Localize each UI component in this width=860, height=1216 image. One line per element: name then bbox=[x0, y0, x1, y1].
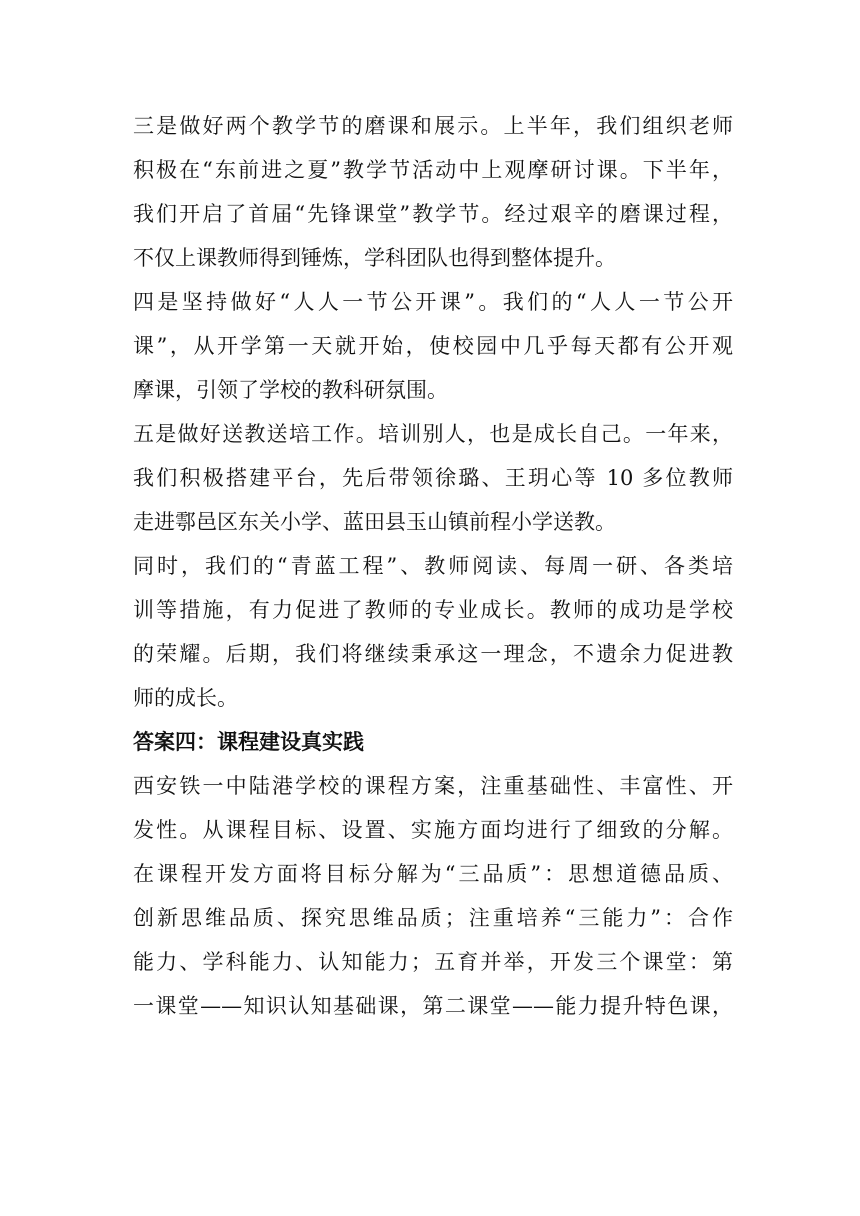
text-line: 我们开启了首届“先锋课堂”教学节。经过艰辛的磨课过程， bbox=[133, 202, 733, 226]
text-line: 训等措施，有力促进了教师的专业成长。教师的成功是学校 bbox=[133, 598, 733, 622]
paragraph-curriculum bbox=[133, 764, 733, 1028]
paragraph-teacher-growth bbox=[133, 544, 733, 720]
paragraph-open-class bbox=[133, 280, 733, 412]
text-line: 不仅上课教师得到锤炼，学科团队也得到整体提升。 bbox=[133, 246, 616, 270]
paragraph-outreach-teaching bbox=[133, 412, 733, 544]
text-line: 能力、学科能力、认知能力；五育并举，开发三个课堂：第 bbox=[133, 950, 733, 974]
text-line: 课”，从开学第一天就开始，使校园中几乎每天都有公开观 bbox=[133, 334, 733, 358]
text-line: 五是做好送教送培工作。培训别人，也是成长自己。一年来， bbox=[133, 422, 733, 446]
text-line: 师的成长。 bbox=[133, 686, 238, 710]
text-line: 发性。从课程目标、设置、实施方面均进行了细致的分解。 bbox=[133, 818, 733, 842]
text-line: 走进鄠邑区东关小学、蓝田县玉山镇前程小学送教。 bbox=[133, 510, 616, 534]
text-line: 三是做好两个教学节的磨课和展示。上半年，我们组织老师 bbox=[133, 114, 733, 138]
text-line: 一课堂——知识认知基础课，第二课堂——能力提升特色课， bbox=[133, 994, 733, 1018]
text-line: 积极在“东前进之夏”教学节活动中上观摩研讨课。下半年， bbox=[133, 158, 733, 182]
text-line: 西安铁一中陆港学校的课程方案，注重基础性、丰富性、开 bbox=[133, 774, 733, 798]
text-line: 摩课，引领了学校的教科研氛围。 bbox=[133, 378, 448, 402]
text-line: 在课程开发方面将目标分解为“三品质”：思想道德品质、 bbox=[133, 862, 733, 886]
document-body bbox=[133, 104, 733, 1028]
text-line: 我们积极搭建平台，先后带领徐璐、王玥心等 10 多位教师 bbox=[133, 466, 733, 490]
paragraph-teaching-festival bbox=[133, 104, 733, 280]
text-line: 四是坚持做好“人人一节公开课”。我们的“人人一节公开 bbox=[133, 290, 733, 314]
text-line: 的荣耀。后期，我们将继续秉承这一理念，不遗余力促进教 bbox=[133, 642, 733, 666]
section-heading: 答案四：课程建设真实践 bbox=[133, 730, 364, 754]
text-line: 同时，我们的“青蓝工程”、教师阅读、每周一研、各类培 bbox=[133, 554, 733, 578]
text-line: 创新思维品质、探究思维品质；注重培养“三能力”：合作 bbox=[133, 906, 733, 930]
